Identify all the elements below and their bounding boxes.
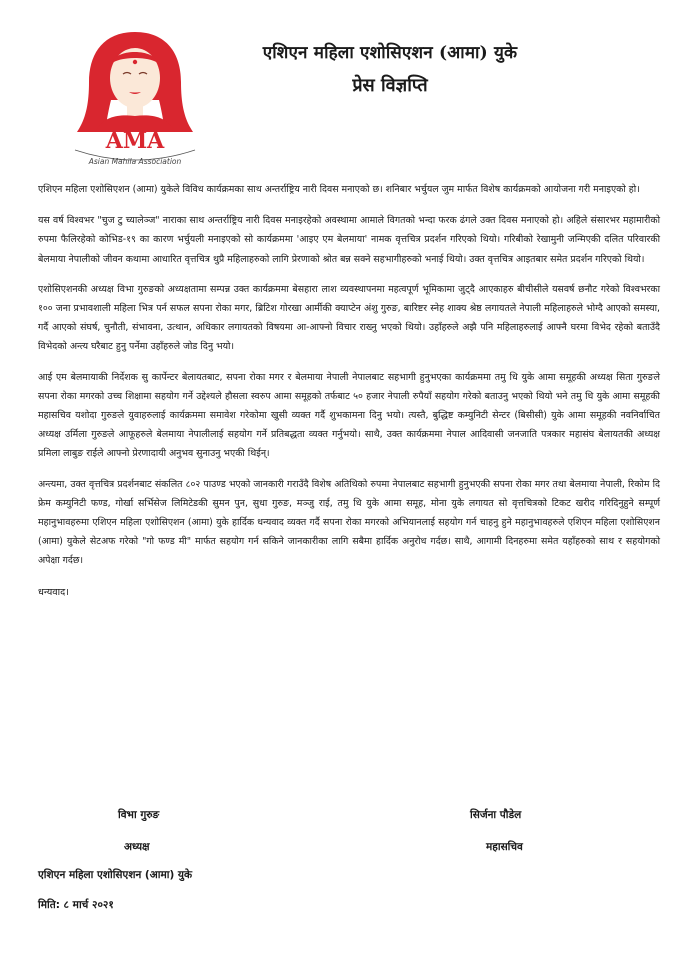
footer-date: मिति: ८ मार्च २०२१ xyxy=(38,899,114,911)
paragraph-3: एशोसिएशनकी अध्यक्ष विभा गुरुङको अध्यक्षतामा सम्पन्न उक्त कार्यक्रममा बेसहारा लाश व्यवस्थापनमा महत्वपूर्ण भूमिकामा जुट्दै आएकाहरु बीचीसीले यसवर्ष छनौट गरेको विश्वभरका १०० जना प्रभावशाली महिला भित्र पर्न सफल सपना रोका मगर, ब्रिटिश गोरखा आर्मीकी क्याप्टेन अंशु गुरुङ, बारिष्टर स्नेह शाक्य श्रेष्ठ लगायतले नेपाली महिलाहरुले भोग्दै आएको समस्या, गर्दै आएको संघर्ष, चुनौती, संभावना, उत्थान, अधिकार लगायतको विषयमा आ-आफ्नो विचार राख्नु भएको थियो। उहाँहरुले अझै पनि महिलाहरुलाई आफ्नै घरमा विभेद रहेको बताउँदै विभेदको अन्त्य घरैबाट हुनु पर्नेमा उहाँहरुले जोड दिनु भयो। xyxy=(38,283,660,353)
doc-title: प्रेस विज्ञप्ति xyxy=(352,75,428,96)
logo-text: AMA xyxy=(105,128,165,154)
woman-figure-icon xyxy=(55,28,215,168)
ama-logo xyxy=(55,28,215,168)
org-title: एशिएन महिला एशोसिएशन (आमा) युके xyxy=(262,43,518,63)
signatory-right-role: महासचिव xyxy=(486,841,523,853)
signatory-left-name: विभा गुरुङ xyxy=(118,809,160,821)
signatory-right-name: सिर्जना पौडेल xyxy=(470,809,522,821)
letter-header xyxy=(220,40,560,97)
thanks-text: धन्यवाद। xyxy=(38,586,69,598)
paragraph-5: अन्त्यमा, उक्त वृत्तचित्र प्रदर्शनबाट संकलित ८०२ पाउण्ड भएको जानकारी गराउँदै विशेष अतिथिको रुपमा नेपालबाट सहभागी हुनुभएकी सपना रोका मगर तथा बेलमाया नेपाली, रिकोम दि फ्रेम कम्युनिटी फण्ड, गोर्खा सर्भिसेज लिमिटेडकी सुमन पुन, सुधा गुरुङ, मञ्जु राई, तमु धि युके आमा समूह, मोना युके लगायत सो वृत्तचित्रको टिकट खरीद गरिदिनुहुने सम्पूर्ण महानुभावहरुमा एशिएन महिला एशोसिएशन (आमा) युके हार्दिक धन्यवाद व्यक्त गर्दै सपना रोका मगरको अभियानलाई सहयोग गर्न चाहनु हुने महानुभावहरुले एशिएन महिला एशोसिएशन (आमा) युकेले सेटअफ गरेको "गो फण्ड मी" मार्फत सहयोग गर्न सकिने जानकारीका लागि सबैमा हार्दिक अनुरोध गर्दछ। साथै, आगामी दिनहरुमा समेत यहाँहरुको साथ र सहयोगको अपेक्षा गर्दछ। xyxy=(38,478,660,567)
paragraph-1: एशिएन महिला एशोसिएशन (आमा) युकेले विविध कार्यक्रमका साथ अन्तर्राष्ट्रिय नारी दिवस मनाएको छ। शनिबार भर्चुयल जुम मार्फत विशेष कार्यक्रमको आयोजना गरी मनाइएको हो। xyxy=(38,184,640,195)
footer-org: एशिएन महिला एशोसिएशन (आमा) युके xyxy=(38,869,193,881)
signatory-left-role: अध्यक्ष xyxy=(124,841,150,853)
paragraph-4: आई एम बेलमायाकी निर्देशक सु कार्पेन्टर बेलायतबाट, सपना रोका मगर र बेलमाया नेपाली नेपालबाट सहभागी हुनुभएका कार्यक्रममा तमु धि युके आमा समूहकी अध्यक्ष सिता गुरुङले सपना रोका मगरको उच्च शिक्षामा सहयोग गर्ने उद्देश्यले हौसला स्वरुप आमा समूहको तर्फबाट ५० हजार नेपाली रुपैयाँ सहयोग गरेको बताउनु भएको थियो भने तमु धि युके आमा समूहकी महासचिव यशोदा गुरुङले युवाहरुलाई कार्यक्रममा समावेश गरेकोमा खुसी व्यक्त गर्दै शुभकामना दिनु भयो। त्यस्तै, बुद्धिष्ट कम्युनिटी सेन्टर (बिसीसी) युके आमा समूहकी नवनिर्वाचित अध्यक्ष उर्मिला गुरुङले आफूहरुले बेलमाया नेपालीलाई सहयोग गर्ने प्रतिबद्धता व्यक्त गर्नुभयो। साथै, उक्त कार्यक्रममा नेपाल आदिवासी जनजाति पत्रकार महासंघ बेलायतकी अध्यक्ष प्रमिला लाबुङ राईले आफ्नो प्रेरणादायी अनुभव सुनाउनु भएकी थिईन्। xyxy=(38,371,660,460)
paragraph-2: यस वर्ष विश्वभर "चुज टु च्यालेञ्ज" नाराका साथ अन्तर्राष्ट्रिय नारी दिवस मनाइरहेको अवस्थामा आमाले विगतको भन्दा फरक ढंगले उक्त दिवस मनाएको हो। अहिले संसारभर महामारीको रुपमा फैलिरहेको कोभिड-१९ का कारण भर्चुयली मनाइएको सो कार्यक्रममा 'आइए एम बेलमाया' नामक वृत्तचित्र प्रदर्शन गरिएको थियो। गरिबीको रेखामुनी जन्मिएकी दलित परिवारकी बेलमाया नेपालीको जीवन कथामा आधारित वृत्तचित्र थुप्रै महिलाहरुको लागि प्रेरणाको श्रोत बन्न सक्ने सहभागीहरुको भनाई थियो। उक्त वृत्तचित्र आइतबार समेत प्रदर्शन गरिएको थियो। xyxy=(38,215,660,265)
press-release-body xyxy=(38,180,660,598)
logo-subtitle: Asian Mahila Association xyxy=(88,157,182,166)
